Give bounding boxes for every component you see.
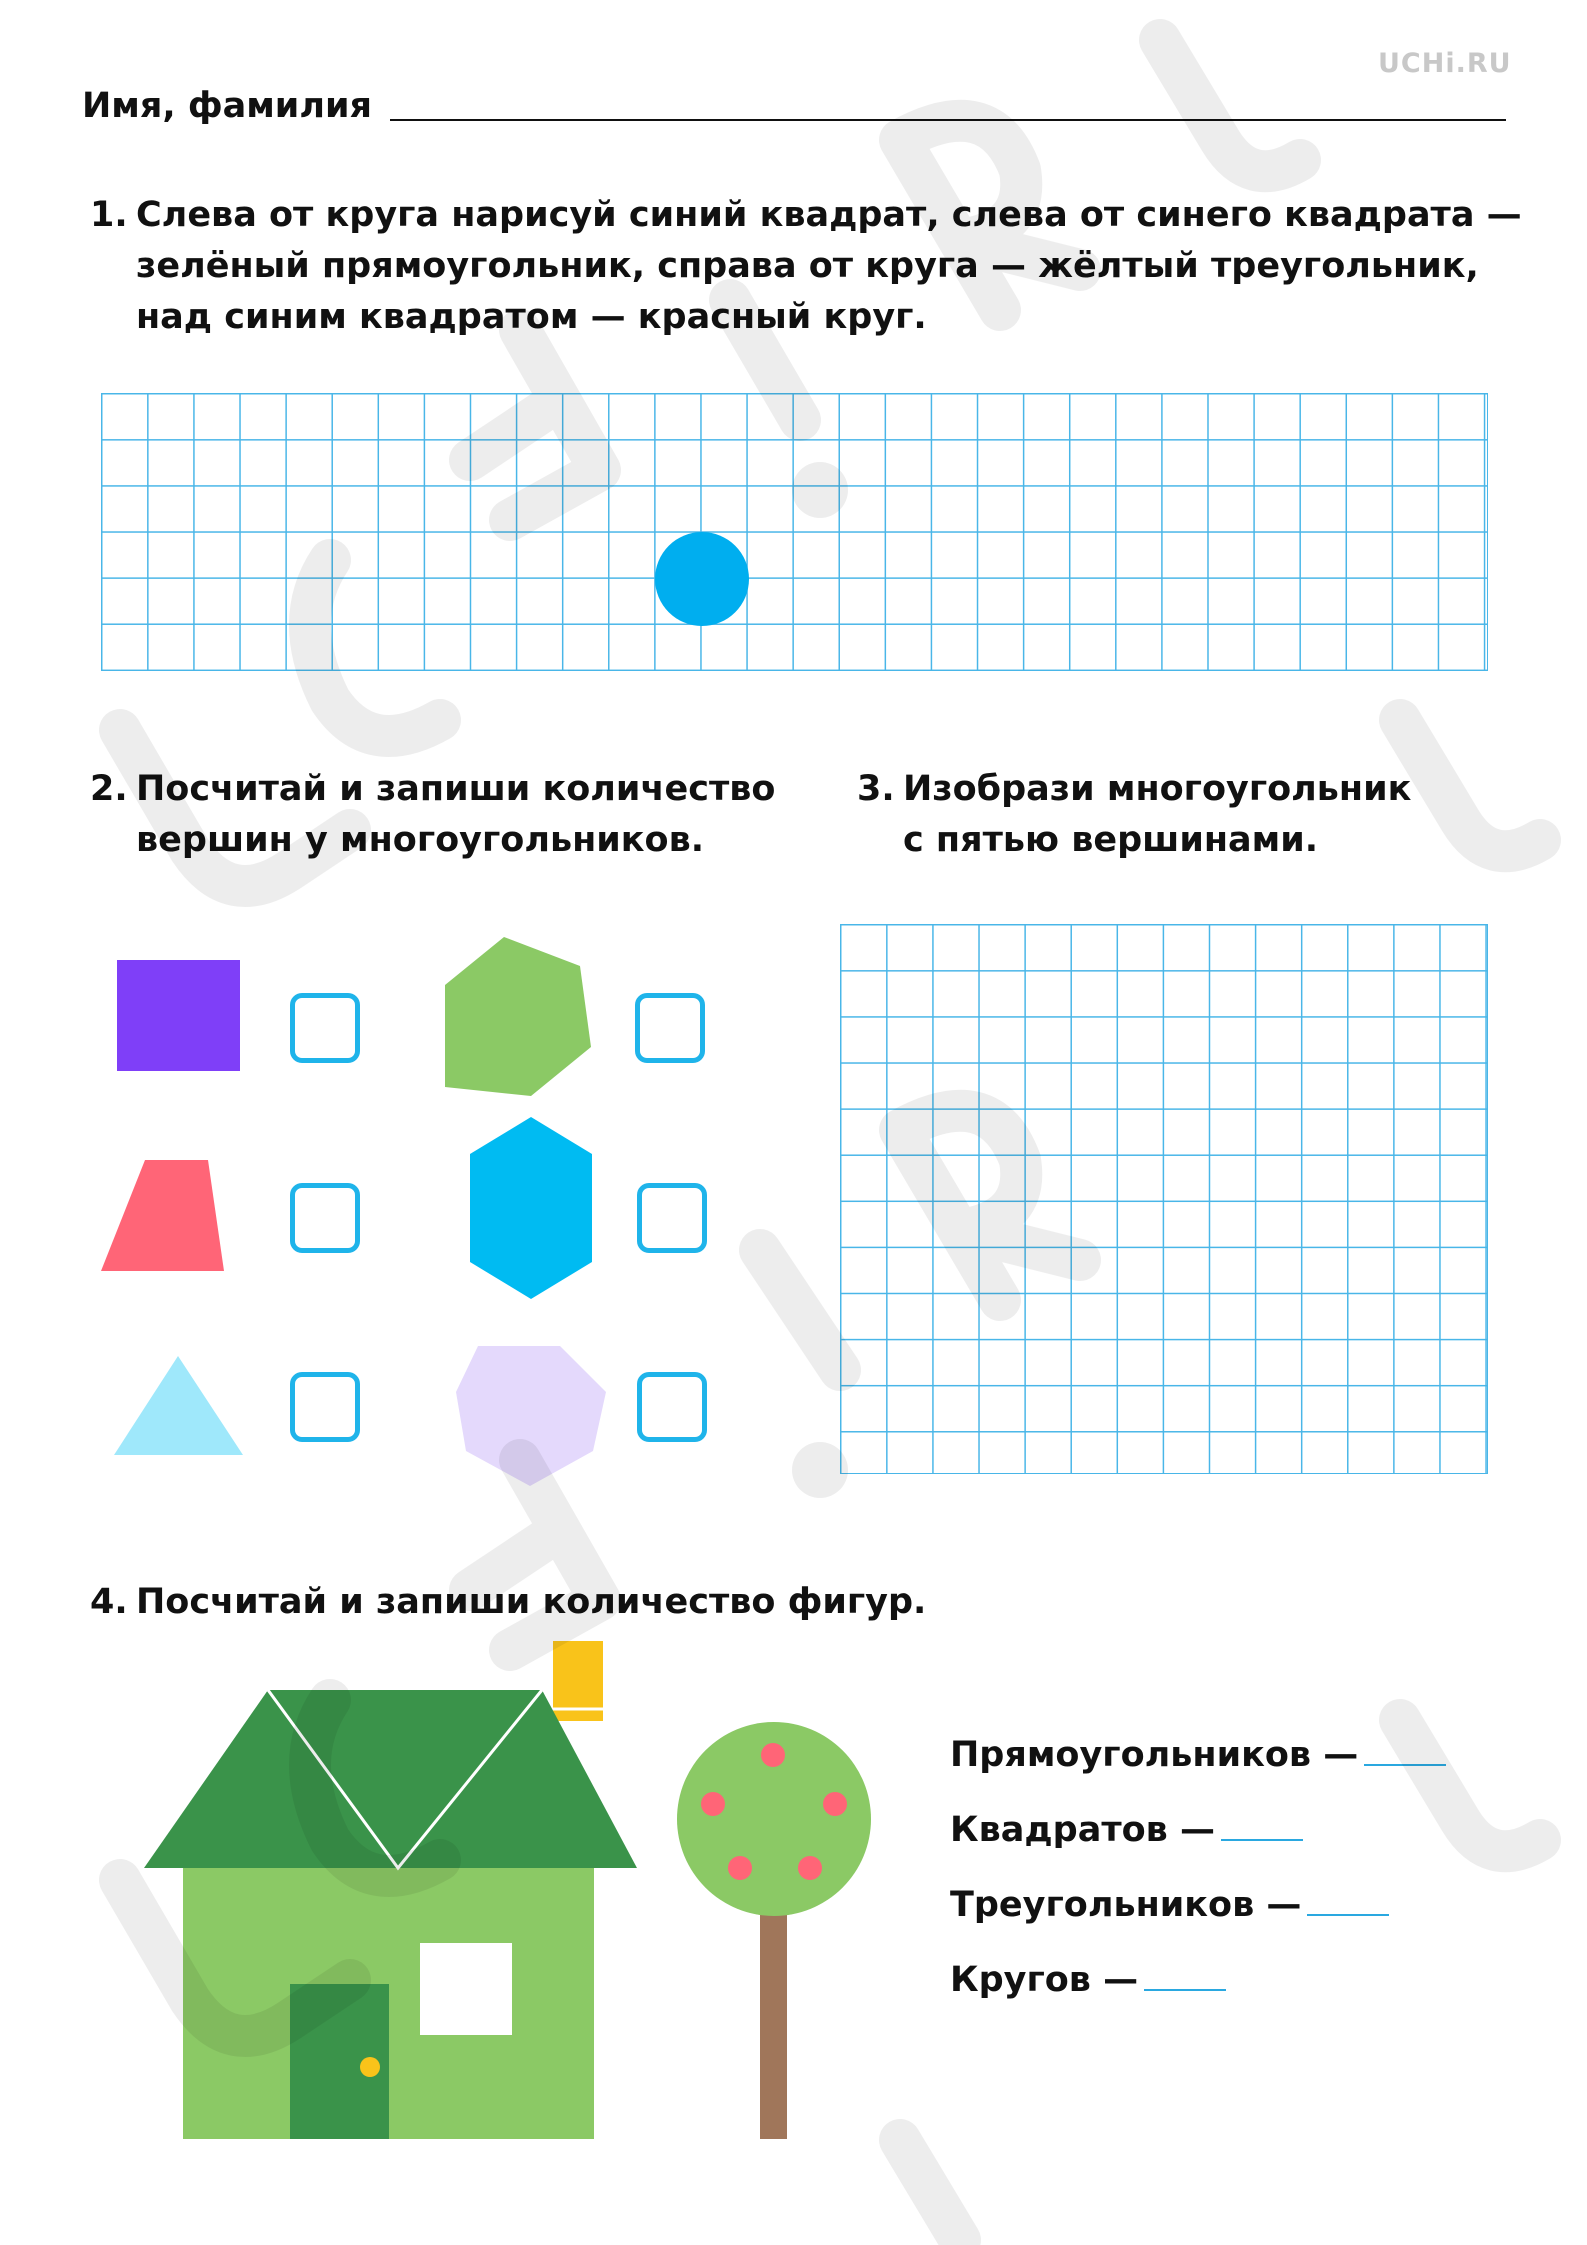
task-text-line: зелёный прямоугольник, справа от круга — жёлтый треугольник, [136, 246, 1479, 286]
apple [798, 1856, 822, 1880]
window [420, 1943, 512, 2035]
task-number: 1. [90, 195, 128, 235]
count-circles [950, 1960, 1226, 2000]
task-text-line: Посчитай и запиши количество фигур. [136, 1582, 927, 1622]
task-number: 4. [90, 1582, 128, 1622]
count-label: Прямоугольников — [950, 1735, 1359, 1775]
task-text-line: с пятью вершинами. [903, 820, 1319, 860]
apple [728, 1856, 752, 1880]
task-text-line: над синим квадратом — красный круг. [136, 297, 927, 337]
count-label: Кругов — [950, 1960, 1139, 2000]
count-label: Треугольников — [950, 1885, 1302, 1925]
task-text-line: Слева от круга нарисуй синий квадрат, слева от синего квадрата — [136, 195, 1522, 235]
count-label: Квадратов — [950, 1810, 1215, 1850]
answer-blank[interactable] [1144, 1961, 1226, 1991]
count-triangles [950, 1885, 1389, 1925]
answer-blank[interactable] [1364, 1736, 1446, 1766]
door-knob [360, 2057, 380, 2077]
task-number: 2. [90, 769, 128, 809]
tree-trunk [760, 1914, 787, 2139]
answer-blank[interactable] [1307, 1886, 1389, 1916]
task-text-line: Изобрази многоугольник [903, 769, 1412, 809]
task-text-line: Посчитай и запиши количество [136, 769, 776, 809]
name-label: Имя, фамилия [82, 86, 372, 126]
task-number: 3. [857, 769, 895, 809]
apple [701, 1792, 725, 1816]
count-squares [950, 1810, 1303, 1850]
apple [823, 1792, 847, 1816]
answer-blank[interactable] [1221, 1811, 1303, 1841]
count-rectangles [950, 1735, 1446, 1775]
apple [761, 1743, 785, 1767]
brand-logo: UCHi.RU [1378, 48, 1512, 79]
task-text-line: вершин у многоугольников. [136, 820, 705, 860]
